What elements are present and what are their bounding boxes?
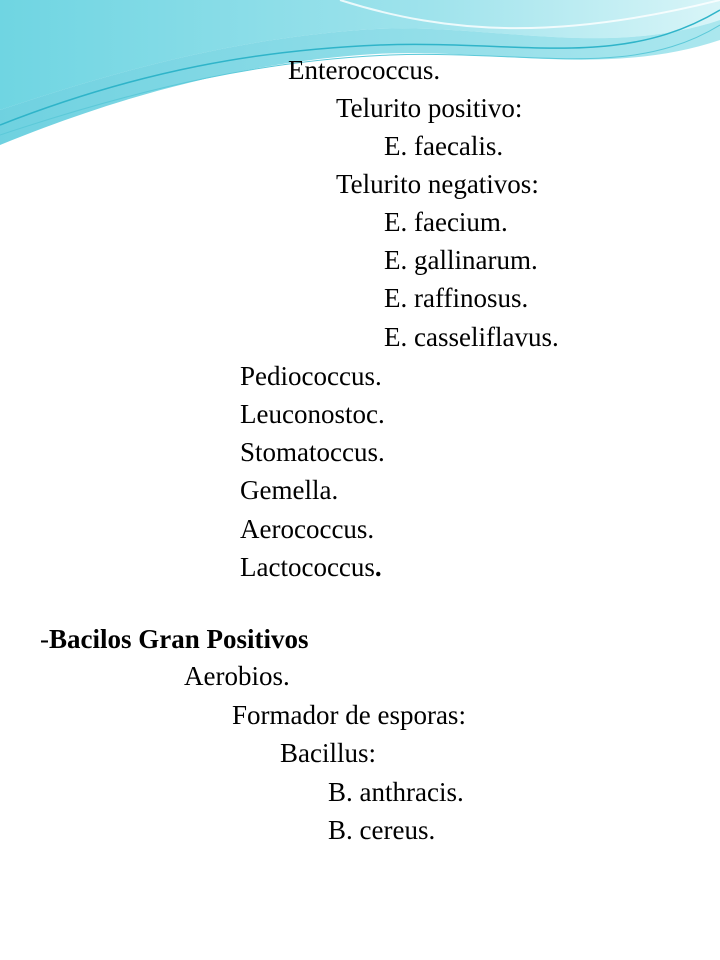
species-e-faecium: E. faecium. bbox=[384, 207, 508, 237]
tellurite-positive-heading: Telurito positivo: bbox=[336, 93, 523, 123]
species-b-cereus: B. cereus. bbox=[328, 815, 436, 845]
group-aerobios: Aerobios. bbox=[184, 661, 290, 691]
genus-bacillus: Bacillus: bbox=[280, 738, 376, 768]
subgroup-spore-former: Formador de esporas: bbox=[232, 700, 466, 730]
species-e-faecalis: E. faecalis. bbox=[384, 131, 504, 161]
tellurite-negative-heading: Telurito negativos: bbox=[336, 169, 539, 199]
genus-lactococcus bbox=[240, 550, 382, 584]
genus-lactococcus-text: Lactococcus bbox=[240, 552, 375, 582]
genus-stomatoccus: Stomatoccus. bbox=[240, 437, 385, 467]
species-b-anthracis: B. anthracis. bbox=[328, 777, 464, 807]
section-heading-text: Bacilos Gran Positivos bbox=[49, 624, 309, 654]
genus-gemella: Gemella. bbox=[240, 475, 339, 505]
species-e-raffinosus: E. raffinosus. bbox=[384, 283, 529, 313]
genus-aerococcus: Aerococcus. bbox=[240, 514, 375, 544]
section-heading-dash: - bbox=[40, 624, 49, 654]
section-heading-bacilos-gran-positivos bbox=[40, 622, 309, 656]
species-e-casseliflavus: E. casseliflavus. bbox=[384, 322, 559, 352]
species-e-gallinarum: E. gallinarum. bbox=[384, 245, 538, 275]
genus-pediococcus: Pediococcus. bbox=[240, 361, 382, 391]
genus-enterococcus: Enterococcus. bbox=[288, 55, 441, 85]
genus-leuconostoc: Leuconostoc. bbox=[240, 399, 385, 429]
genus-lactococcus-period: . bbox=[374, 552, 382, 582]
